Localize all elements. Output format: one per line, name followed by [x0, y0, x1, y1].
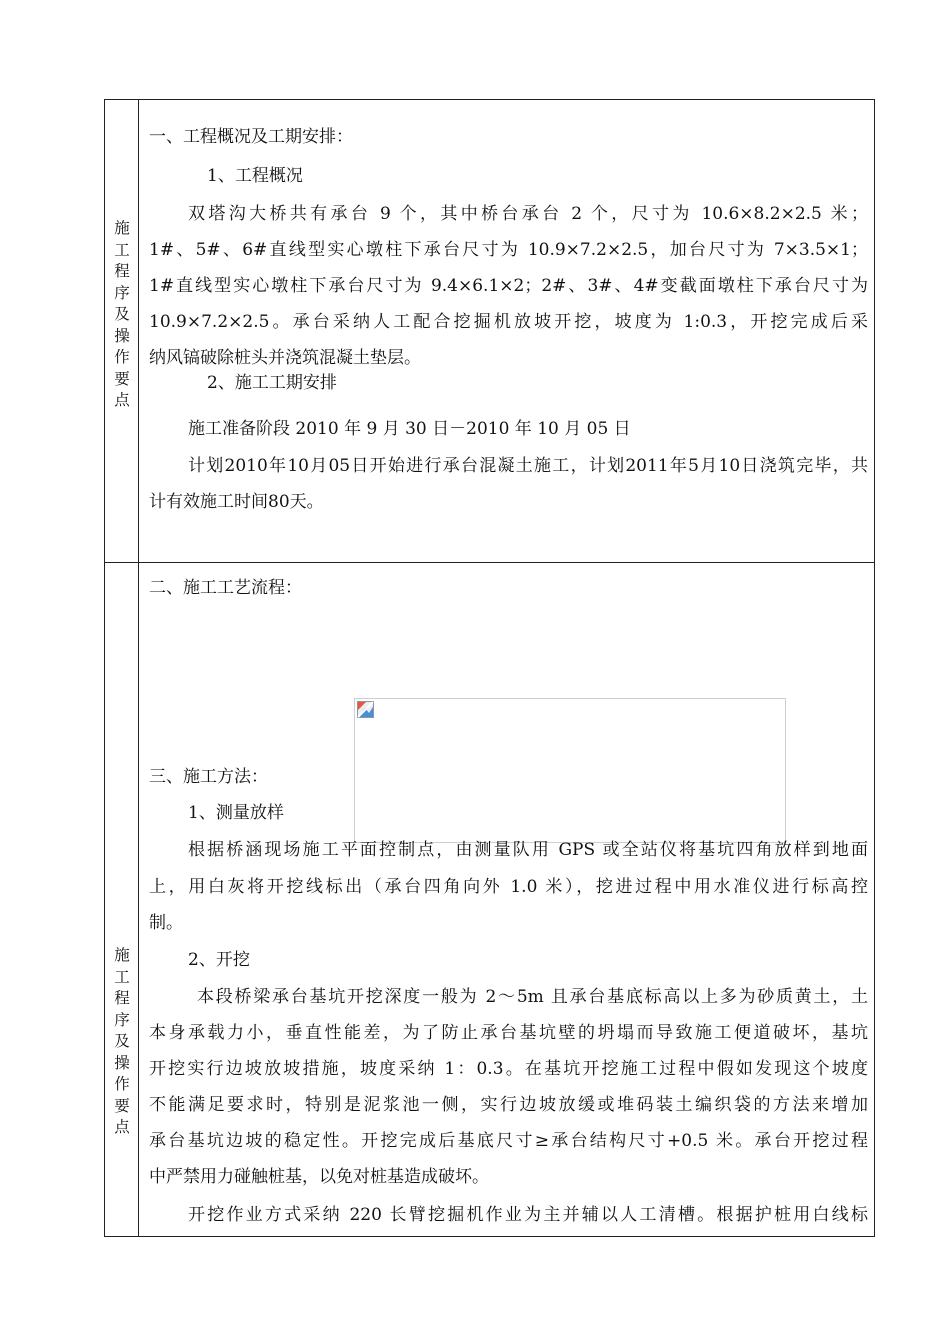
- table-row-overview: [105, 100, 874, 563]
- section-heading: 一、工程概况及工期安排：: [149, 127, 353, 147]
- table-row-process: [105, 563, 874, 1236]
- row-label: 施 工 程 序 及 操 作 要 点: [114, 946, 130, 1136]
- section-heading: 三、施工方法：: [149, 767, 268, 787]
- subsection-heading: 1、测量放样: [188, 803, 284, 823]
- paragraph-line: 制。: [149, 913, 183, 933]
- paragraph-line: 上，用白灰将开挖线标出（承台四角向外 1.0 米），挖进过程中用水准仪进行标高控: [149, 877, 868, 897]
- paragraph-line: 本段桥梁承台基坑开挖深度一般为 2～5m 且承台基底标高以上多为砂质黄土，土: [197, 987, 868, 1007]
- paragraph-line: 1#、5#、6#直线型实心墩柱下承台尺寸为 10.9×7.2×2.5，加台尺寸为 7×3.5×1；: [149, 240, 868, 260]
- row-label-cell: [105, 100, 139, 562]
- subsection-heading: 2、施工工期安排: [207, 373, 337, 393]
- section-heading: 二、施工工艺流程：: [149, 578, 302, 598]
- paragraph-line: 不能满足要求时，特别是泥浆池一侧，实行边坡放缓或堆码装土编织袋的方法来增加: [149, 1095, 868, 1115]
- paragraph-line: 纳风镐破除桩头并浇筑混凝土垫层。: [149, 348, 421, 368]
- procedure-table: [104, 99, 875, 1237]
- paragraph-line: 中严禁用力碰触桩基，以免对桩基造成破坏。: [149, 1167, 489, 1187]
- paragraph-line: 承台基坑边坡的稳定性。开挖完成后基底尺寸≥承台结构尺寸+0.5 米。承台开挖过程: [149, 1131, 868, 1151]
- subsection-heading: 2、开挖: [188, 950, 250, 970]
- paragraph-line: 1#直线型实心墩柱下承台尺寸为 9.4×6.1×2；2#、3#、4#变截面墩柱下承台尺寸为: [149, 276, 868, 296]
- row-content-overview: [149, 100, 868, 562]
- paragraph-line: 施工准备阶段 2010 年 9 月 30 日－2010 年 10 月 05 日: [188, 419, 631, 439]
- paragraph-line: 开挖实行边坡放坡措施，坡度采纳 1：0.3。在基坑开挖施工过程中假如发现这个坡度: [149, 1059, 868, 1079]
- row-content-process: [149, 563, 868, 1236]
- broken-image-icon: [357, 701, 374, 718]
- paragraph-line: 根据桥涵现场施工平面控制点，由测量队用 GPS 或全站仪将基坑四角放样到地面: [188, 840, 868, 860]
- paragraph-line: 双塔沟大桥共有承台 9 个，其中桥台承台 2 个，尺寸为 10.6×8.2×2.5 米；: [188, 204, 868, 224]
- row-label-cell: [105, 563, 139, 1236]
- paragraph-line: 计有效施工时间80天。: [149, 492, 324, 512]
- paragraph-line: 开挖作业方式采纳 220 长臂挖掘机作业为主并辅以人工清槽。根据护桩用白线标: [188, 1205, 868, 1225]
- row-label: 施 工 程 序 及 操 作 要 点: [114, 219, 130, 409]
- paragraph-line: 10.9×7.2×2.5。承台采纳人工配合挖掘机放坡开挖，坡度为 1:0.3，开挖完成后采: [149, 312, 868, 332]
- paragraph-line: 本身承载力小，垂直性能差，为了防止承台基坑壁的坍塌而导致施工便道破坏，基坑: [149, 1023, 868, 1043]
- paragraph-line: 计划2010年10月05日开始进行承台混凝土施工，计划2011年5月10日浇筑完毕，共: [188, 456, 868, 476]
- subsection-heading: 1、工程概况: [207, 166, 303, 186]
